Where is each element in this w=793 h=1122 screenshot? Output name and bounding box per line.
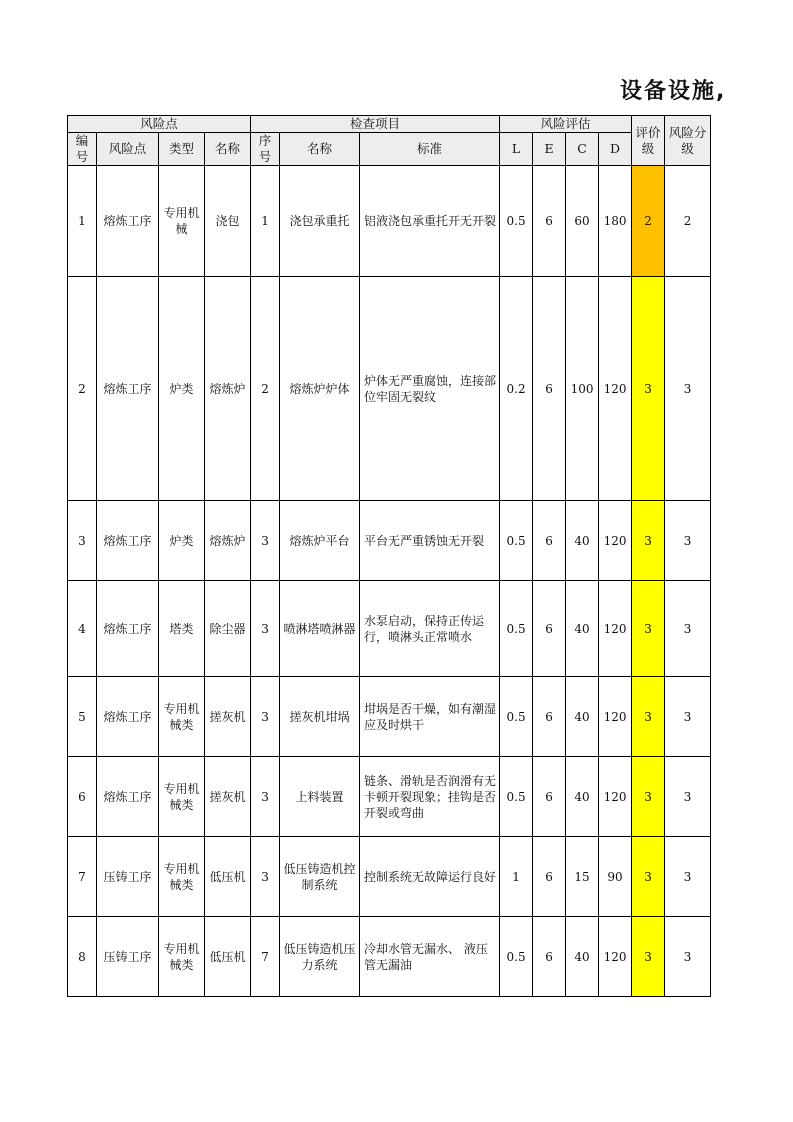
- cell-l: 0.5: [500, 757, 533, 837]
- cell-e: 6: [533, 501, 566, 581]
- cell-risk-point: 熔炼工序: [97, 501, 159, 581]
- cell-name: 低压机: [205, 917, 251, 997]
- group-header-check-item: 检查项目: [251, 116, 500, 133]
- cell-c: 40: [566, 757, 599, 837]
- header-item-name: 名称: [280, 133, 360, 166]
- cell-d: 120: [599, 757, 632, 837]
- cell-c: 100: [566, 277, 599, 501]
- cell-seq: 3: [251, 501, 280, 581]
- cell-standard: 链条、滑轨是否润滑有无卡顿开裂现象；挂钩是否开裂或弯曲: [360, 757, 500, 837]
- cell-l: 0.2: [500, 277, 533, 501]
- cell-eval-level: 3: [632, 501, 665, 581]
- cell-type: 塔类: [159, 581, 205, 677]
- cell-risk-point: 熔炼工序: [97, 166, 159, 277]
- cell-type: 专用机械类: [159, 837, 205, 917]
- cell-risk-grade: 3: [665, 277, 711, 501]
- cell-type: 专用机械: [159, 166, 205, 277]
- cell-eval-level: 3: [632, 757, 665, 837]
- table-row: [68, 837, 711, 917]
- header-risk-grade: 风险分级: [665, 116, 711, 166]
- cell-name: 熔炼炉: [205, 501, 251, 581]
- cell-c: 40: [566, 917, 599, 997]
- cell-d: 120: [599, 501, 632, 581]
- table-row: [68, 166, 711, 277]
- cell-no: 1: [68, 166, 97, 277]
- cell-l: 1: [500, 837, 533, 917]
- cell-type: 炉类: [159, 501, 205, 581]
- cell-c: 60: [566, 166, 599, 277]
- cell-e: 6: [533, 757, 566, 837]
- cell-d: 120: [599, 277, 632, 501]
- cell-item-name: 上料装置: [280, 757, 360, 837]
- cell-l: 0.5: [500, 677, 533, 757]
- cell-risk-grade: 2: [665, 166, 711, 277]
- cell-risk-grade: 3: [665, 837, 711, 917]
- cell-item-name: 熔炼炉炉体: [280, 277, 360, 501]
- cell-d: 120: [599, 677, 632, 757]
- cell-risk-grade: 3: [665, 917, 711, 997]
- cell-eval-level: 3: [632, 581, 665, 677]
- header-c: C: [566, 133, 599, 166]
- cell-type: 专用机械类: [159, 677, 205, 757]
- cell-eval-level: 3: [632, 837, 665, 917]
- cell-standard: 控制系统无故障运行良好: [360, 837, 500, 917]
- cell-risk-point: 压铸工序: [97, 837, 159, 917]
- table-row: [68, 917, 711, 997]
- cell-e: 6: [533, 581, 566, 677]
- cell-risk-grade: 3: [665, 581, 711, 677]
- cell-d: 180: [599, 166, 632, 277]
- cell-item-name: 喷淋塔喷淋器: [280, 581, 360, 677]
- cell-risk-grade: 3: [665, 757, 711, 837]
- cell-type: 炉类: [159, 277, 205, 501]
- cell-name: 低压机: [205, 837, 251, 917]
- header-risk-point: 风险点: [97, 133, 159, 166]
- cell-eval-level: 3: [632, 917, 665, 997]
- cell-e: 6: [533, 677, 566, 757]
- cell-type: 专用机械类: [159, 917, 205, 997]
- cell-item-name: 低压铸造机控制系统: [280, 837, 360, 917]
- cell-standard: 水泵启动，保持正传运行，喷淋头正常喷水: [360, 581, 500, 677]
- cell-risk-point: 熔炼工序: [97, 757, 159, 837]
- header-seq: 序号: [251, 133, 280, 166]
- cell-c: 40: [566, 581, 599, 677]
- cell-l: 0.5: [500, 501, 533, 581]
- cell-standard: 炉体无严重腐蚀，连接部位牢固无裂纹: [360, 277, 500, 501]
- cell-risk-point: 熔炼工序: [97, 277, 159, 501]
- cell-c: 15: [566, 837, 599, 917]
- cell-item-name: 低压铸造机压力系统: [280, 917, 360, 997]
- header-d: D: [599, 133, 632, 166]
- table-row: [68, 757, 711, 837]
- cell-eval-level: 2: [632, 166, 665, 277]
- cell-no: 4: [68, 581, 97, 677]
- cell-name: 浇包: [205, 166, 251, 277]
- group-header-risk-eval: 风险评估: [500, 116, 632, 133]
- cell-d: 120: [599, 917, 632, 997]
- header-type: 类型: [159, 133, 205, 166]
- table-row: [68, 277, 711, 501]
- cell-e: 6: [533, 277, 566, 501]
- cell-no: 3: [68, 501, 97, 581]
- cell-type: 专用机械类: [159, 757, 205, 837]
- cell-eval-level: 3: [632, 677, 665, 757]
- cell-name: 熔炼炉: [205, 277, 251, 501]
- cell-l: 0.5: [500, 917, 533, 997]
- header-e: E: [533, 133, 566, 166]
- cell-risk-point: 熔炼工序: [97, 677, 159, 757]
- cell-standard: 坩埚是否干燥，如有潮湿应及时烘干: [360, 677, 500, 757]
- cell-standard: 冷却水管无漏水、 液压管无漏油: [360, 917, 500, 997]
- page-title: 设备设施,: [620, 79, 727, 104]
- cell-seq: 1: [251, 166, 280, 277]
- cell-d: 120: [599, 581, 632, 677]
- cell-l: 0.5: [500, 581, 533, 677]
- table-row: [68, 677, 711, 757]
- cell-seq: 3: [251, 757, 280, 837]
- cell-no: 5: [68, 677, 97, 757]
- header-no: 编号: [68, 133, 97, 166]
- cell-no: 2: [68, 277, 97, 501]
- cell-risk-point: 熔炼工序: [97, 581, 159, 677]
- cell-e: 6: [533, 837, 566, 917]
- cell-c: 40: [566, 501, 599, 581]
- header-eval-level: 评价级: [632, 116, 665, 166]
- cell-seq: 3: [251, 581, 280, 677]
- cell-standard: 铝液浇包承重托开无开裂: [360, 166, 500, 277]
- cell-standard: 平台无严重锈蚀无开裂: [360, 501, 500, 581]
- cell-seq: 7: [251, 917, 280, 997]
- cell-name: 搓灰机: [205, 677, 251, 757]
- cell-risk-point: 压铸工序: [97, 917, 159, 997]
- cell-item-name: 熔炼炉平台: [280, 501, 360, 581]
- table-row: [68, 501, 711, 581]
- cell-no: 7: [68, 837, 97, 917]
- cell-d: 90: [599, 837, 632, 917]
- header-l: L: [500, 133, 533, 166]
- header-name: 名称: [205, 133, 251, 166]
- header-standard: 标准: [360, 133, 500, 166]
- cell-seq: 2: [251, 277, 280, 501]
- cell-seq: 3: [251, 837, 280, 917]
- group-header-risk-point: 风险点: [68, 116, 251, 133]
- cell-name: 搓灰机: [205, 757, 251, 837]
- cell-eval-level: 3: [632, 277, 665, 501]
- cell-name: 除尘器: [205, 581, 251, 677]
- cell-no: 6: [68, 757, 97, 837]
- risk-table: [67, 115, 711, 997]
- cell-c: 40: [566, 677, 599, 757]
- cell-no: 8: [68, 917, 97, 997]
- cell-item-name: 搓灰机坩埚: [280, 677, 360, 757]
- cell-e: 6: [533, 917, 566, 997]
- cell-item-name: 浇包承重托: [280, 166, 360, 277]
- table-row: [68, 581, 711, 677]
- cell-e: 6: [533, 166, 566, 277]
- cell-risk-grade: 3: [665, 677, 711, 757]
- cell-seq: 3: [251, 677, 280, 757]
- cell-risk-grade: 3: [665, 501, 711, 581]
- cell-l: 0.5: [500, 166, 533, 277]
